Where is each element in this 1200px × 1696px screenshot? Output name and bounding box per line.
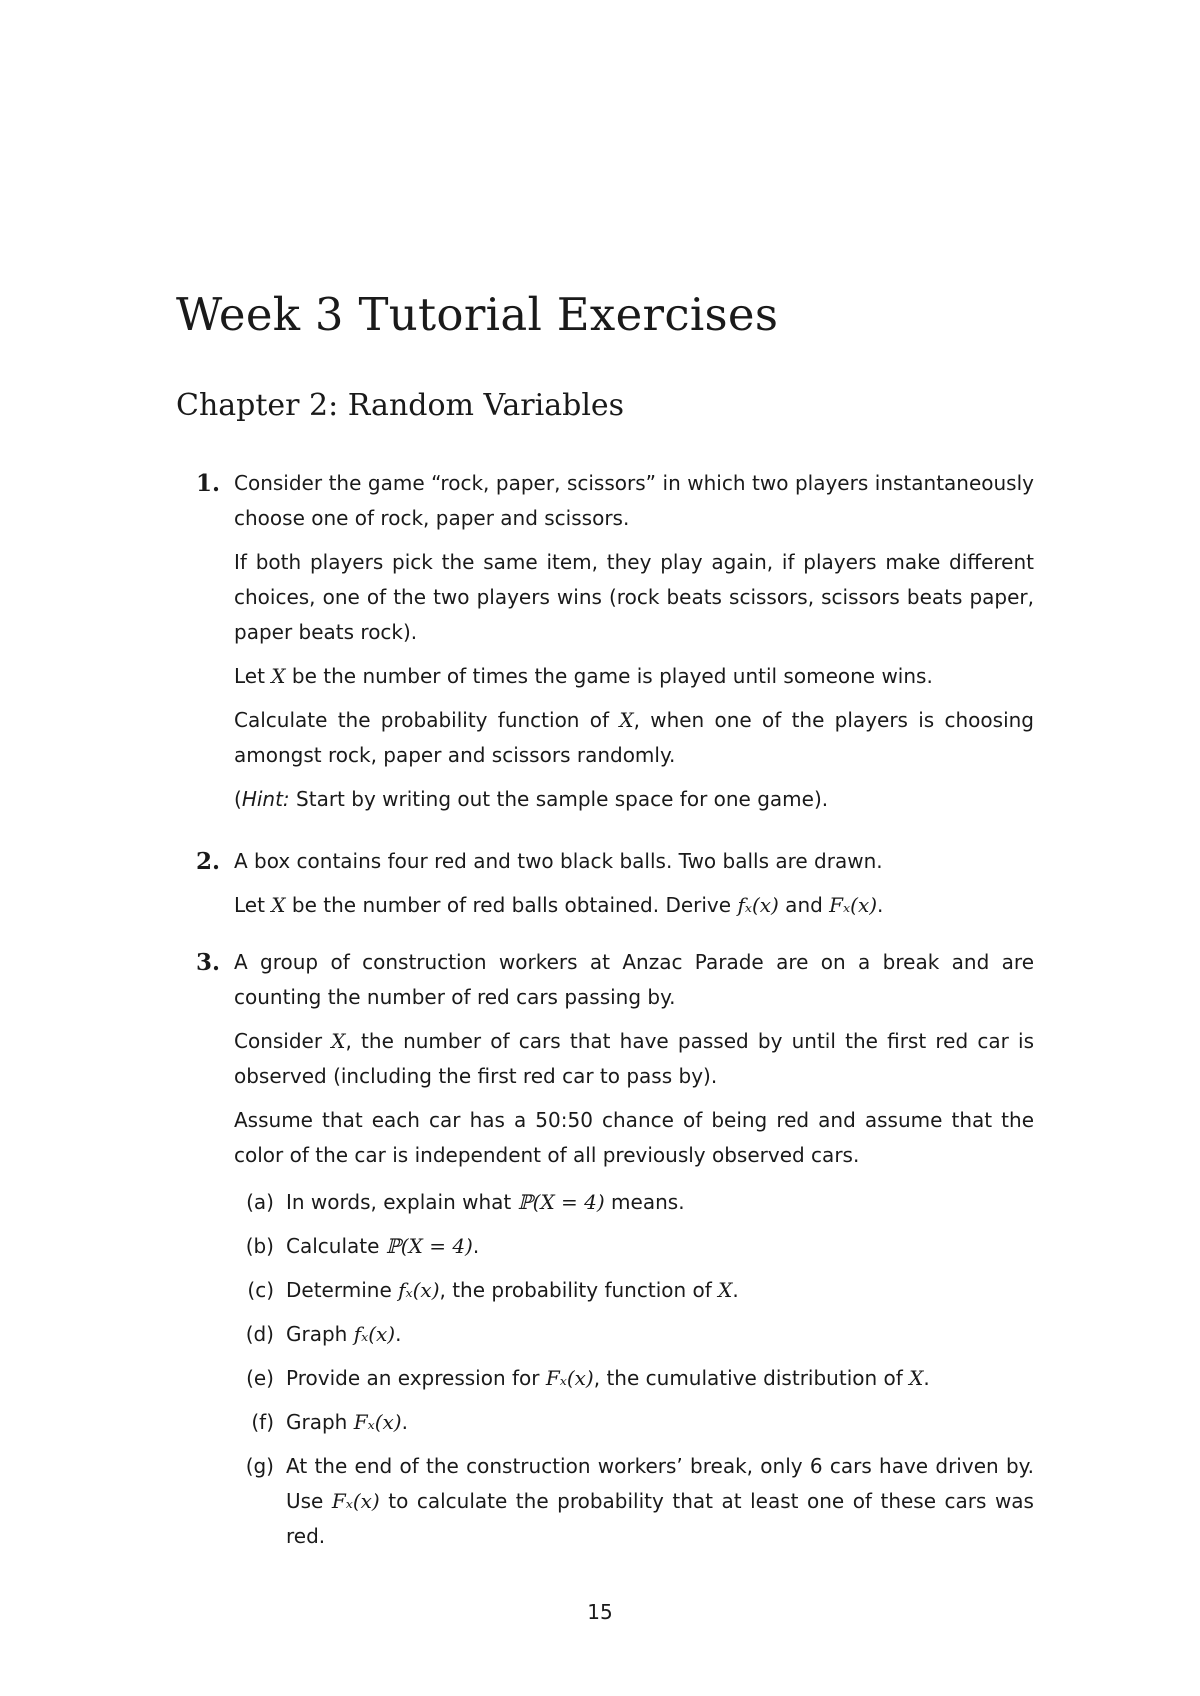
exercise-paragraph: A group of construction workers at Anzac Parade are on a break and are counting the number of red cars passing by. <box>234 950 1034 1009</box>
hint-label: Hint: <box>241 787 290 811</box>
exercise-number: 2. <box>196 848 221 875</box>
sub-question-f: (f) Graph Fₓ(x). <box>251 1410 408 1434</box>
sub-question-a: (a) In words, explain what ℙ(X = 4) means. <box>246 1190 685 1214</box>
page-number: 15 <box>587 1600 613 1624</box>
exercise-paragraph: Let X be the number of red balls obtained. Derive fₓ(x) and Fₓ(x). <box>234 893 884 917</box>
page-title: Week 3 Tutorial Exercises <box>176 288 779 341</box>
exercise-paragraph: Consider the game “rock, paper, scissors” in which two players instantaneously choose one of rock, paper and scissors. <box>234 471 1034 530</box>
sub-question-b: (b) Calculate ℙ(X = 4). <box>245 1234 480 1258</box>
sub-question-g: (g) At the end of the construction workers’ break, only 6 cars have driven by. Use Fₓ(x) to calculate the probability that at least one of these cars was red. <box>245 1454 1034 1548</box>
exercise-3 <box>176 945 1036 1563</box>
exercise-paragraph: Let X be the number of times the game is played until someone wins. <box>234 664 933 688</box>
exercise-number: 1. <box>196 470 221 497</box>
sub-question-c: (c) Determine fₓ(x), the probability function of X. <box>247 1278 739 1302</box>
chapter-heading: Chapter 2: Random Variables <box>176 388 625 423</box>
hint-paragraph: (Hint: Start by writing out the sample space for one game). <box>234 787 829 811</box>
exercise-2 <box>176 844 1036 932</box>
exercise-paragraph: Assume that each car has a 50:50 chance of being red and assume that the color of the car is independent of all previously observed cars. <box>234 1108 1034 1167</box>
sub-question-list <box>234 1185 1034 1554</box>
sub-question-d: (d) Graph fₓ(x). <box>245 1322 402 1346</box>
exercise-number: 3. <box>196 949 221 976</box>
exercise-paragraph: Calculate the probability function of X, when one of the players is choosing amongst rock, paper and scissors randomly. <box>234 708 1034 767</box>
sub-question-e: (e) Provide an expression for Fₓ(x), the cumulative distribution of X. <box>246 1366 930 1390</box>
exercise-paragraph: Consider X, the number of cars that have passed by until the first red car is observed (including the first red car to pass by). <box>234 1029 1034 1088</box>
exercise-paragraph: A box contains four red and two black balls. Two balls are drawn. <box>234 849 883 873</box>
exercise-1 <box>176 466 1036 826</box>
exercise-paragraph: If both players pick the same item, they play again, if players make different choices, one of the two players wins (rock beats scissors, scissors beats paper, paper beats rock). <box>234 550 1034 644</box>
